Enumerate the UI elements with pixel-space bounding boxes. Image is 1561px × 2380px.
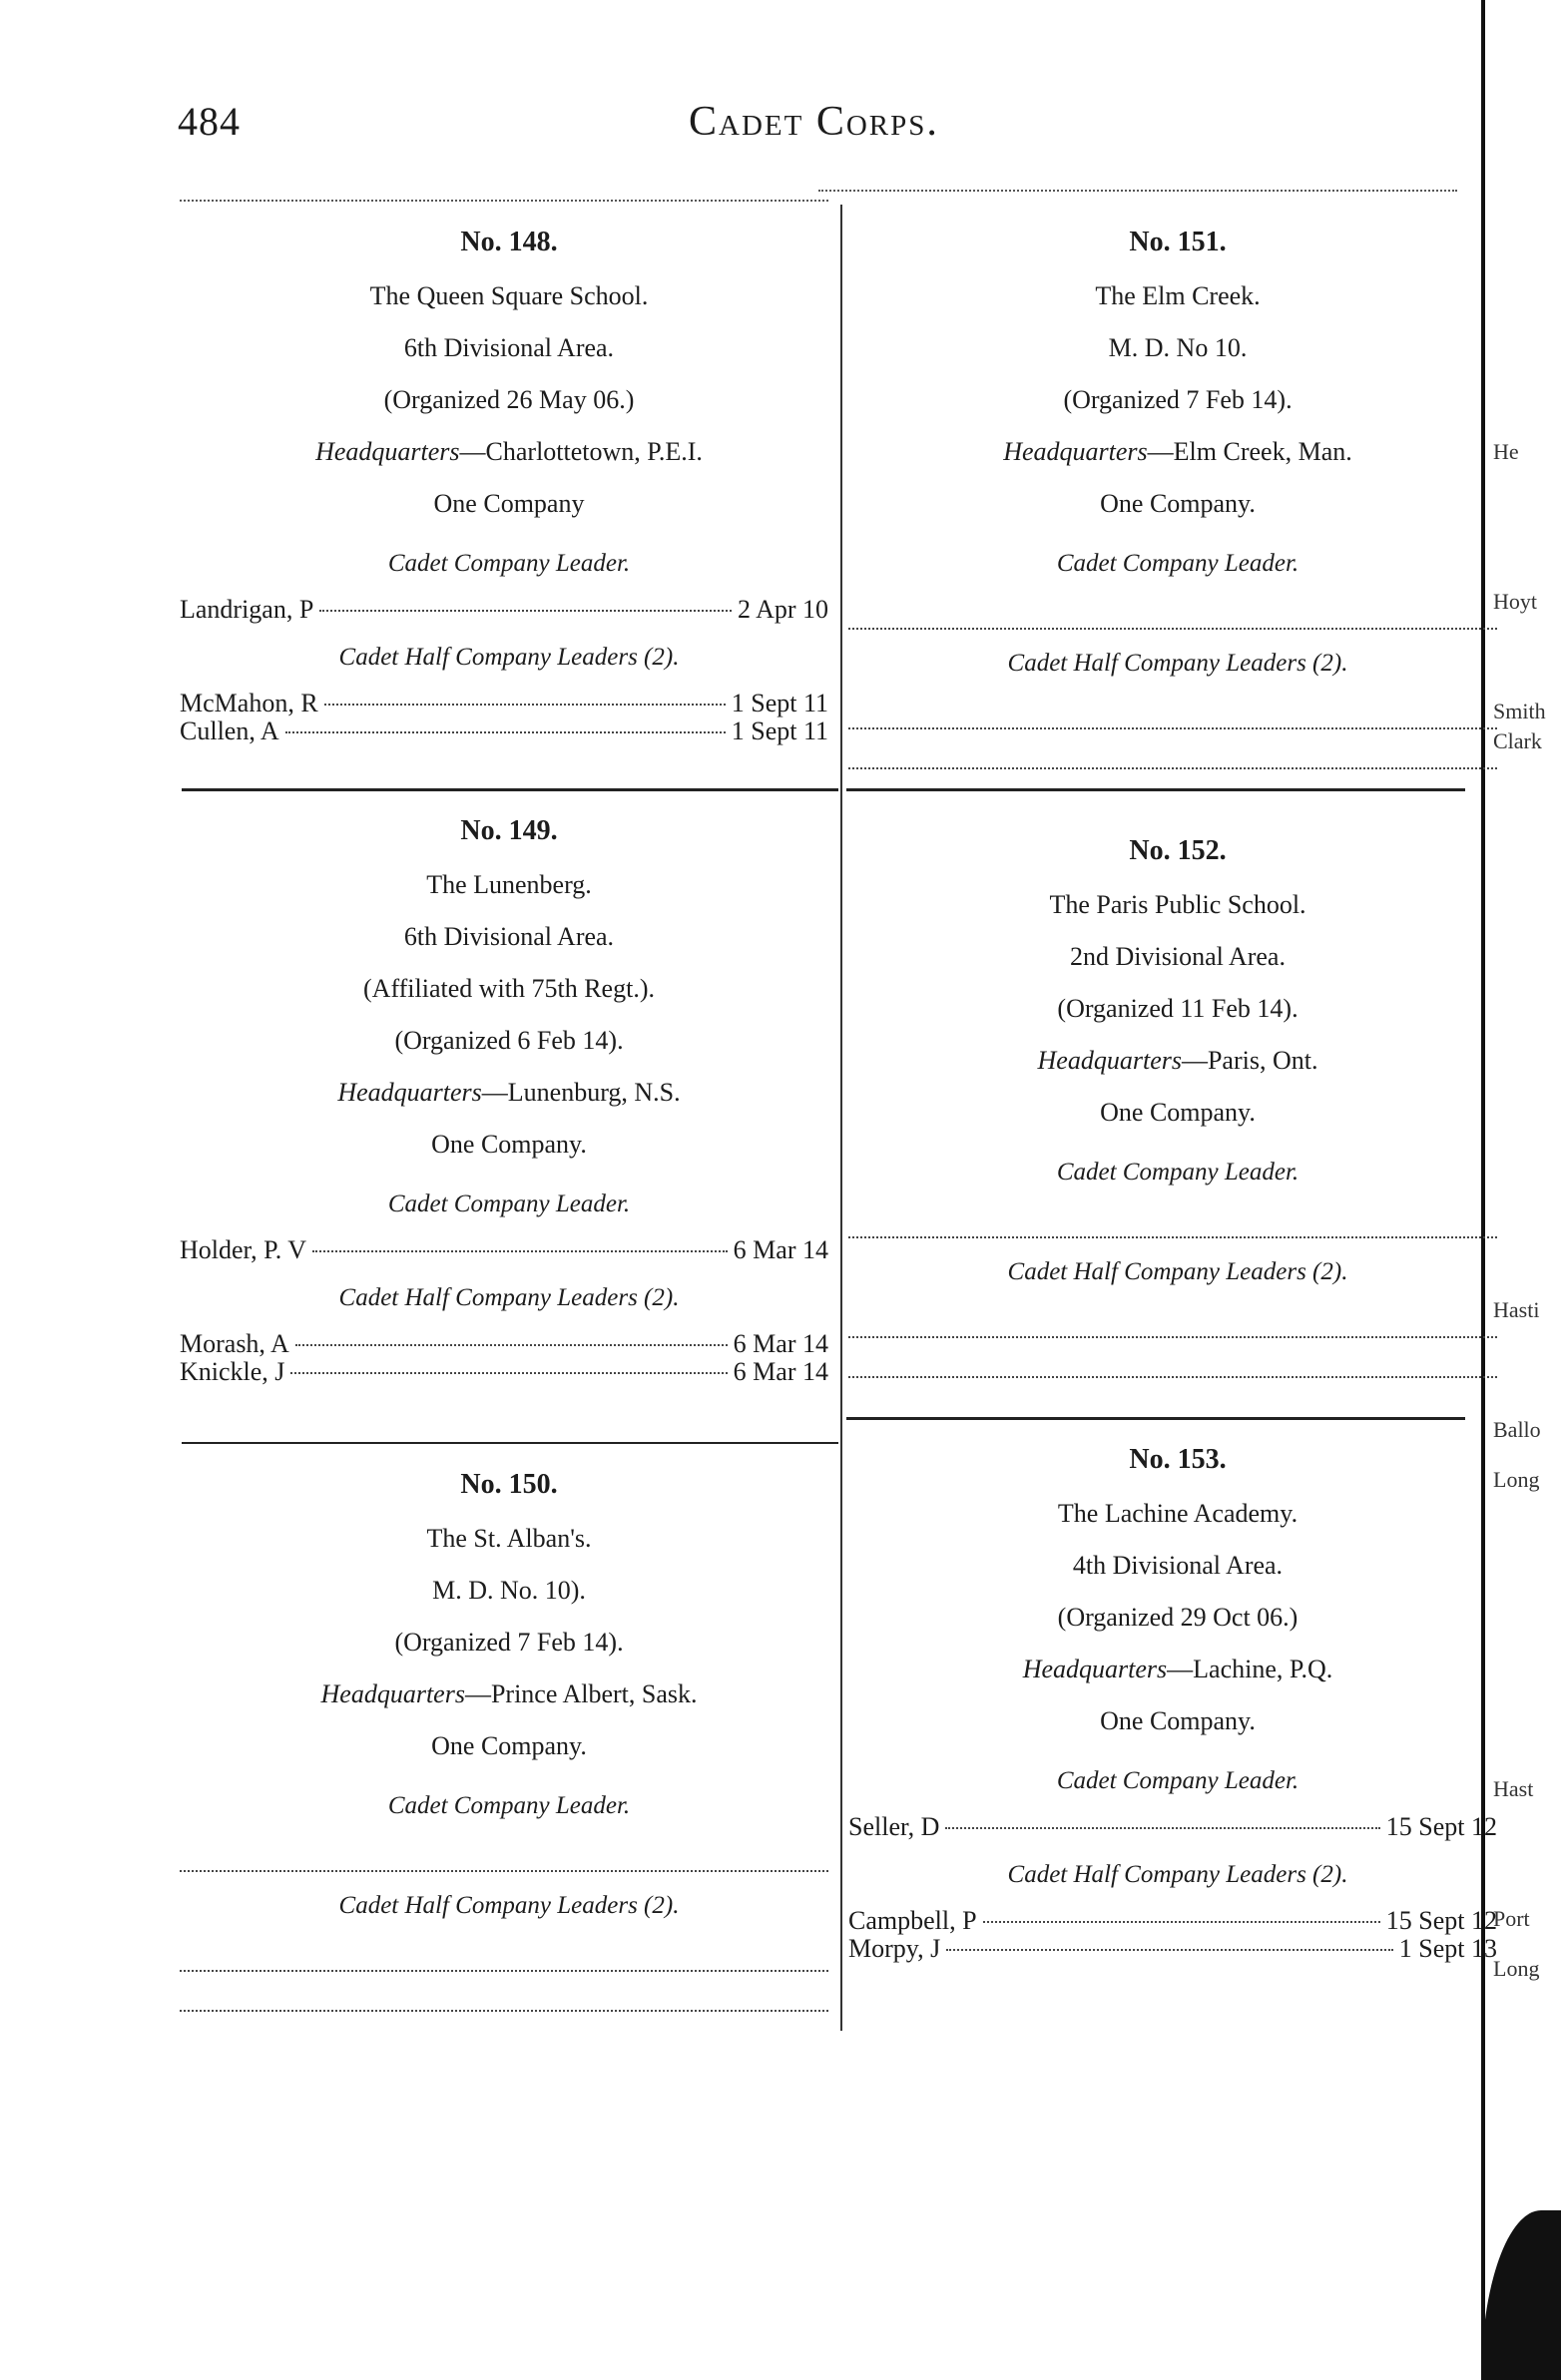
dot-leader bbox=[983, 1921, 1380, 1923]
company-leader-heading: Cadet Company Leader. bbox=[1056, 550, 1300, 577]
leader-date: 15 Sept 12 bbox=[1385, 1906, 1497, 1935]
facing-page-text-fragment: Port bbox=[1493, 1906, 1530, 1931]
corps-organized: (Organized 7 Feb 14). bbox=[1063, 385, 1293, 414]
company-leader-heading: Cadet Company Leader. bbox=[387, 550, 631, 577]
company-leader-heading: Cadet Company Leader. bbox=[1056, 1767, 1300, 1794]
facing-page-text-fragment: Hoyt bbox=[1493, 589, 1537, 614]
headquarters-place: —Elm Creek, Man. bbox=[1147, 437, 1352, 466]
headquarters-label: Headquarters bbox=[1037, 1046, 1182, 1075]
leader-row bbox=[180, 717, 838, 745]
leader-list bbox=[848, 600, 1507, 630]
leader-date: 6 Mar 14 bbox=[733, 1235, 828, 1264]
corps-strength: One Company. bbox=[431, 1130, 587, 1159]
leader-list bbox=[180, 1330, 838, 1386]
leader-row bbox=[848, 1907, 1507, 1935]
leader-date: 1 Sept 11 bbox=[731, 689, 828, 717]
header-rule-right bbox=[818, 190, 1457, 192]
facing-page-text-fragment: Clark bbox=[1493, 728, 1542, 753]
corps-headquarters bbox=[848, 426, 1507, 478]
headquarters-label: Headquarters bbox=[315, 437, 460, 466]
dot-leader bbox=[295, 1344, 728, 1346]
corps-organized: (Organized 11 Feb 14). bbox=[1057, 994, 1299, 1023]
blank-entry-line bbox=[180, 1942, 828, 1972]
headquarters-place: —Paris, Ont. bbox=[1181, 1046, 1318, 1075]
half-company-leaders-heading: Cadet Half Company Leaders (2). bbox=[1007, 1258, 1348, 1285]
leader-name: Campbell, P bbox=[848, 1906, 977, 1935]
cadet-corps-entry bbox=[180, 803, 838, 1392]
corps-strength: One Company. bbox=[431, 1731, 587, 1760]
leader-date: 6 Mar 14 bbox=[733, 1357, 828, 1386]
column-divider bbox=[840, 205, 842, 2031]
leader-list bbox=[180, 1842, 838, 1872]
cadet-corps-entry bbox=[848, 215, 1507, 775]
half-company-leaders-heading: Cadet Half Company Leaders (2). bbox=[338, 1284, 680, 1311]
corps-name: The Paris Public School. bbox=[1049, 890, 1306, 919]
leader-date: 1 Sept 11 bbox=[731, 716, 828, 745]
leader-date: 15 Sept 12 bbox=[1385, 1812, 1497, 1841]
corps-organized: (Organized 26 May 06.) bbox=[383, 385, 635, 414]
facing-page-text-fragment: Hasti bbox=[1493, 1297, 1540, 1322]
corps-name: The Lunenberg. bbox=[426, 870, 592, 899]
blank-entry-line bbox=[848, 739, 1497, 769]
headquarters-label: Headquarters bbox=[337, 1078, 482, 1107]
corps-strength: One Company. bbox=[1100, 1706, 1256, 1735]
company-leader-heading: Cadet Company Leader. bbox=[1056, 1159, 1300, 1186]
dot-leader bbox=[285, 731, 726, 733]
blank-entry-line bbox=[180, 1842, 828, 1872]
dot-leader bbox=[290, 1372, 727, 1374]
page-number: 484 bbox=[178, 99, 241, 144]
blank-entry-line bbox=[848, 1348, 1497, 1378]
leader-name: Seller, D bbox=[848, 1812, 940, 1841]
corps-number: No. 150. bbox=[460, 1469, 558, 1500]
corps-area: M. D. No 10. bbox=[1108, 333, 1248, 362]
leader-list bbox=[848, 1308, 1507, 1378]
leader-list bbox=[180, 596, 838, 624]
blank-entry-line bbox=[848, 1308, 1497, 1338]
leader-row bbox=[180, 1236, 838, 1264]
leader-name: Knickle, J bbox=[180, 1357, 285, 1386]
leader-name: Holder, P. V bbox=[180, 1235, 307, 1264]
leader-row bbox=[848, 1813, 1507, 1841]
headquarters-place: —Lachine, P.Q. bbox=[1167, 1655, 1333, 1683]
corps-number: No. 148. bbox=[460, 227, 558, 257]
section-rule-right-1 bbox=[846, 788, 1465, 791]
facing-page-text-fragment: Smith bbox=[1493, 699, 1546, 723]
blank-entry-line bbox=[848, 600, 1497, 630]
leader-name: Morpy, J bbox=[848, 1934, 941, 1963]
corps-headquarters bbox=[180, 426, 838, 478]
facing-page-text-fragment: He bbox=[1493, 439, 1519, 464]
facing-page-text-fragment: Long bbox=[1493, 1956, 1540, 1981]
blank-entry-line bbox=[180, 1982, 828, 2012]
company-leader-heading: Cadet Company Leader. bbox=[387, 1792, 631, 1819]
corps-number: No. 149. bbox=[460, 815, 558, 846]
leader-date: 2 Apr 10 bbox=[738, 595, 828, 624]
leader-row bbox=[180, 1330, 838, 1358]
headquarters-label: Headquarters bbox=[320, 1679, 465, 1708]
dot-leader bbox=[319, 610, 732, 612]
cadet-corps-entry bbox=[848, 823, 1507, 1384]
leader-list bbox=[848, 1208, 1507, 1238]
company-leader-heading: Cadet Company Leader. bbox=[387, 1190, 631, 1217]
leader-row bbox=[180, 596, 838, 624]
corps-name: The St. Alban's. bbox=[426, 1524, 592, 1553]
cadet-corps-entry bbox=[180, 1457, 838, 2018]
dot-leader bbox=[945, 1827, 1379, 1829]
headquarters-label: Headquarters bbox=[1022, 1655, 1168, 1683]
corps-number: No. 151. bbox=[1129, 227, 1227, 257]
leader-row bbox=[848, 1935, 1507, 1963]
page-shadow bbox=[1481, 2210, 1561, 2380]
dot-leader bbox=[312, 1250, 728, 1252]
blank-entry-line bbox=[848, 1208, 1497, 1238]
leader-list bbox=[848, 1907, 1507, 1963]
facing-page-text-fragment: Hast bbox=[1493, 1776, 1534, 1801]
section-rule-left-1 bbox=[182, 788, 838, 791]
corps-area: 4th Divisional Area. bbox=[1072, 1551, 1284, 1580]
corps-number: No. 153. bbox=[1129, 1444, 1227, 1475]
corps-name: The Lachine Academy. bbox=[1057, 1499, 1299, 1528]
corps-name: The Queen Square School. bbox=[369, 281, 649, 310]
corps-area: 2nd Divisional Area. bbox=[1070, 942, 1286, 971]
corps-strength: One Company. bbox=[1100, 1098, 1256, 1127]
corps-headquarters bbox=[848, 1644, 1507, 1695]
corps-area: M. D. No. 10). bbox=[432, 1576, 586, 1605]
corps-organized: (Organized 6 Feb 14). bbox=[394, 1026, 624, 1055]
leader-name: Landrigan, P bbox=[180, 595, 314, 624]
half-company-leaders-heading: Cadet Half Company Leaders (2). bbox=[338, 1892, 680, 1919]
leader-name: McMahon, R bbox=[180, 689, 318, 717]
page-title: Cadet Corps. bbox=[689, 99, 939, 145]
leader-list bbox=[848, 1813, 1507, 1841]
corps-affiliation: (Affiliated with 75th Regt.). bbox=[363, 974, 655, 1003]
leader-date: 1 Sept 13 bbox=[1398, 1934, 1497, 1963]
corps-name: The Elm Creek. bbox=[1095, 281, 1261, 310]
headquarters-place: —Charlottetown, P.E.I. bbox=[459, 437, 703, 466]
corps-headquarters bbox=[848, 1035, 1507, 1087]
leader-name: Morash, A bbox=[180, 1329, 289, 1358]
section-rule-left-2 bbox=[182, 1442, 838, 1444]
corps-number: No. 152. bbox=[1129, 835, 1227, 866]
corps-strength: One Company. bbox=[1100, 489, 1256, 518]
leader-date: 6 Mar 14 bbox=[733, 1329, 828, 1358]
leader-name: Cullen, A bbox=[180, 716, 279, 745]
leader-list bbox=[180, 1236, 838, 1264]
dot-leader bbox=[324, 704, 726, 706]
header-rule-left bbox=[180, 200, 828, 202]
leader-row bbox=[180, 1358, 838, 1386]
facing-page-text-fragment: Long bbox=[1493, 1467, 1540, 1492]
headquarters-place: —Prince Albert, Sask. bbox=[464, 1679, 698, 1708]
cadet-corps-entry bbox=[180, 215, 838, 751]
leader-list bbox=[180, 1942, 838, 2012]
headquarters-label: Headquarters bbox=[1003, 437, 1148, 466]
half-company-leaders-heading: Cadet Half Company Leaders (2). bbox=[1007, 1861, 1348, 1888]
leader-row bbox=[180, 690, 838, 717]
dot-leader bbox=[946, 1949, 1393, 1951]
headquarters-place: —Lunenburg, N.S. bbox=[481, 1078, 681, 1107]
corps-area: 6th Divisional Area. bbox=[403, 333, 615, 362]
leader-list bbox=[848, 700, 1507, 769]
section-rule-right-2 bbox=[846, 1417, 1465, 1420]
corps-headquarters bbox=[180, 1067, 838, 1119]
half-company-leaders-heading: Cadet Half Company Leaders (2). bbox=[1007, 650, 1348, 677]
corps-strength: One Company bbox=[433, 489, 585, 518]
facing-page-text-fragment: Ballo bbox=[1493, 1417, 1541, 1442]
corps-organized: (Organized 29 Oct 06.) bbox=[1057, 1603, 1299, 1632]
leader-list bbox=[180, 690, 838, 745]
half-company-leaders-heading: Cadet Half Company Leaders (2). bbox=[338, 644, 680, 671]
cadet-corps-entry bbox=[848, 1432, 1507, 1969]
blank-entry-line bbox=[848, 700, 1497, 729]
corps-organized: (Organized 7 Feb 14). bbox=[394, 1628, 624, 1657]
corps-area: 6th Divisional Area. bbox=[403, 922, 615, 951]
corps-headquarters bbox=[180, 1668, 838, 1720]
